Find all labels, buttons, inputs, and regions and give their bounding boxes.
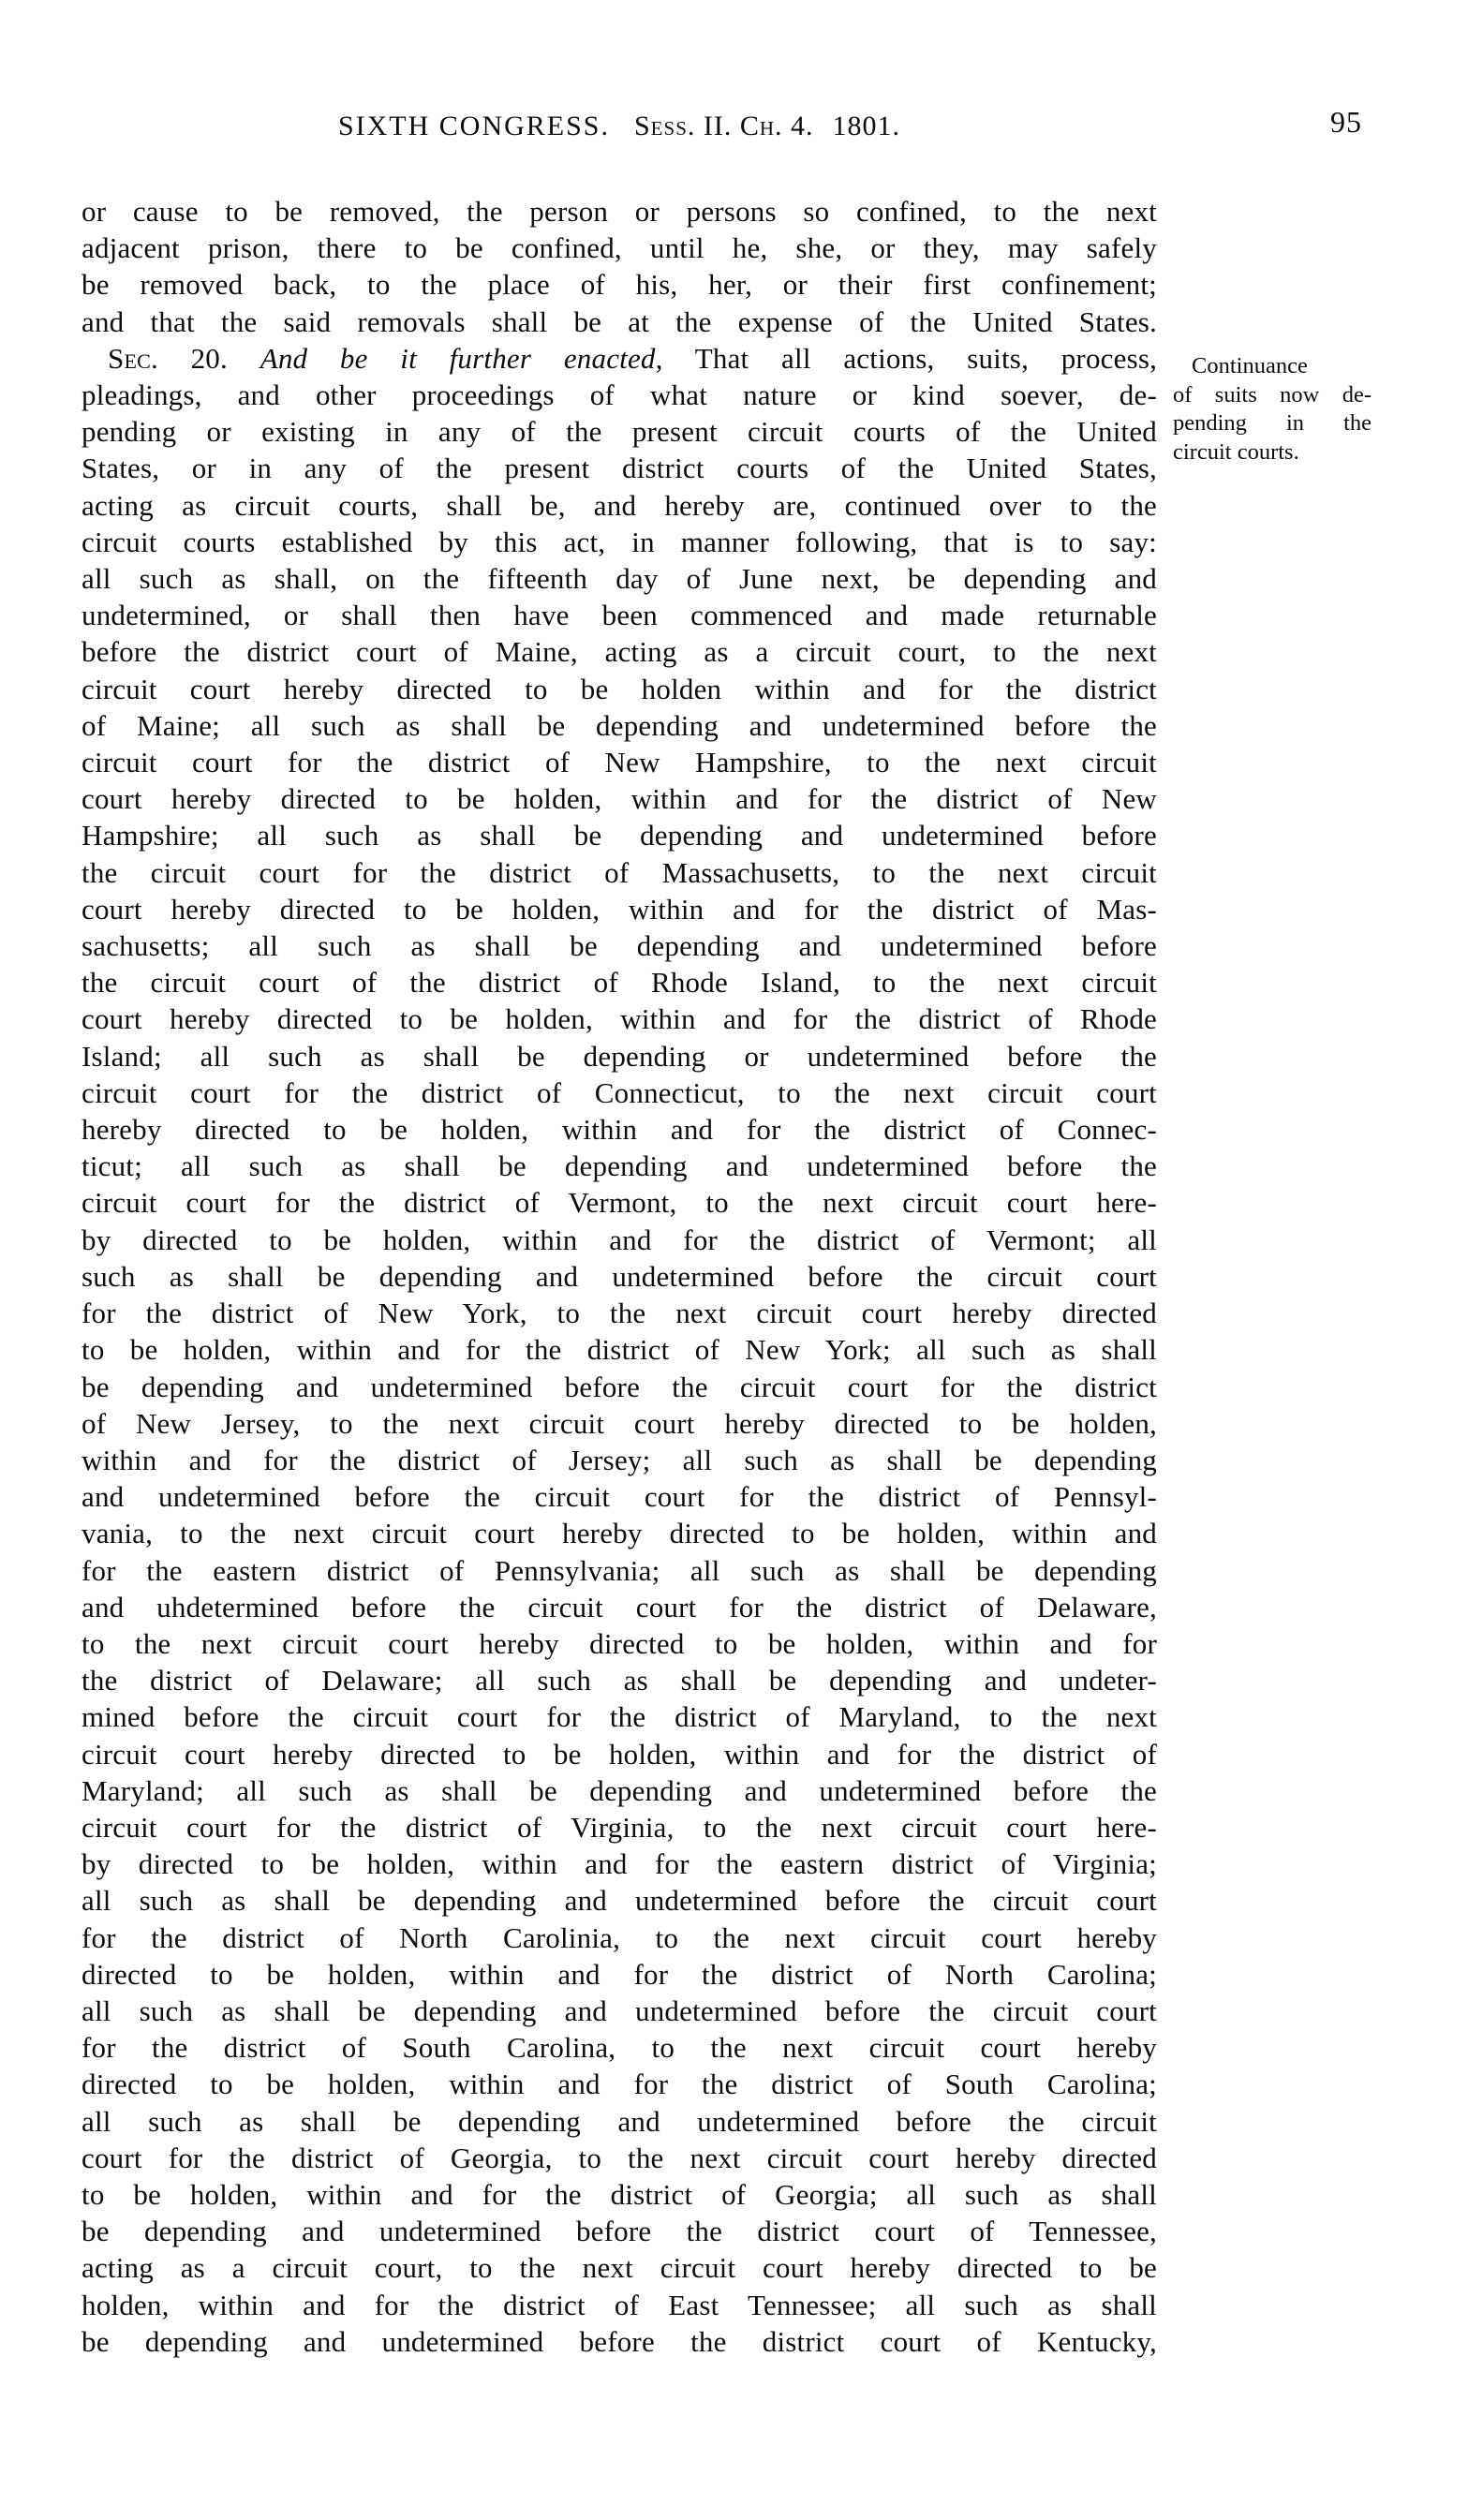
body-line: be depending and undetermined before the district court of Kentucky, [82, 2324, 1157, 2358]
margin-note-line: circuit courts. [1173, 438, 1299, 465]
body-line: pleadings, and other proceedings of what nature or kind soever, de- [82, 378, 1157, 412]
body-line: directed to be holden, within and for the district of South Carolina; [82, 2068, 1157, 2101]
body-line: court hereby directed to be holden, within and for the district of New [82, 782, 1157, 816]
body-line: court for the district of Georgia, to the next circuit court hereby directed [82, 2141, 1157, 2174]
body-line: within and for the district of Jersey; all such as shall be depending [82, 1443, 1157, 1476]
margin-note-line: of suits now de- [1173, 381, 1372, 408]
session-chapter-label: Sess. II. Ch. 4. [634, 111, 814, 141]
year-label: 1801. [832, 111, 901, 141]
body-line: of New Jersey, to the next circuit court hereby directed to be holden, [82, 1406, 1157, 1440]
congress-title: SIXTH CONGRESS. [337, 111, 610, 141]
body-line: circuit court for the district of New Hampshire, to the next circuit [82, 746, 1157, 779]
body-line: all such as shall be depending and undetermined before the circuit court [82, 1994, 1157, 2027]
body-line: all such as shall be depending and undetermined before the circuit [82, 2104, 1157, 2138]
body-line: for the district of North Carolinia, to the next circuit court hereby [82, 1920, 1157, 1954]
body-line: mined before the circuit court for the district of Maryland, to the next [82, 1700, 1157, 1734]
body-line: for the district of New York, to the next circuit court hereby directed [82, 1297, 1157, 1330]
body-line: be depending and undetermined before the district court of Tennessee, [82, 2215, 1157, 2248]
body-line: sachusetts; all such as shall be depending and undetermined before [82, 929, 1157, 963]
body-line: and undetermined before the circuit court for the district of Pennsyl- [82, 1480, 1157, 1514]
section-opening-rest: That all actions, suits, process, [694, 341, 1158, 375]
body-line: States, or in any of the present district courts of the United States, [82, 452, 1157, 485]
body-line: to the next circuit court hereby directed to be holden, within and for [82, 1626, 1157, 1660]
body-line: circuit courts established by this act, in manner following, that is to say: [82, 525, 1157, 558]
body-line: court hereby directed to be holden, within and for the district of Mas- [82, 892, 1157, 926]
body-line: circuit court for the district of Vermont, to the next circuit court here- [82, 1186, 1157, 1220]
section-opening-line [82, 340, 1157, 377]
body-line: hereby directed to be holden, within and for the district of Connec- [82, 1113, 1157, 1147]
body-line: of Maine; all such as shall be depending and undetermined before the [82, 708, 1157, 742]
body-line: pending or existing in any of the present circuit courts of the United [82, 415, 1157, 449]
body-line: circuit court hereby directed to be holden within and for the district [82, 672, 1157, 705]
body-line: the circuit court for the district of Massachusetts, to the next circuit [82, 855, 1157, 889]
body-line: Island; all such as shall be depending or undetermined before the [82, 1039, 1157, 1073]
body-line: circuit court for the district of Virginia, to the next circuit court here- [82, 1810, 1157, 1844]
body-line: ticut; all such as shall be depending and undetermined before the [82, 1149, 1157, 1183]
body-line: the district of Delaware; all such as shall be depending and undeter- [82, 1664, 1157, 1697]
body-line: or cause to be removed, the person or persons so confined, to the next [82, 195, 1157, 228]
body-line: Hampshire; all such as shall be depending and undetermined before [82, 819, 1157, 852]
body-line: such as shall be depending and undetermined before the circuit court [82, 1259, 1157, 1293]
page-number: 95 [1330, 105, 1362, 139]
body-line: to be holden, within and for the district of Georgia; all such as shall [82, 2177, 1157, 2211]
body-line: all such as shall be depending and undetermined before the circuit court [82, 1884, 1157, 1918]
body-line: holden, within and for the district of East Tennessee; all such as shall [82, 2288, 1157, 2321]
body-line: circuit court for the district of Connecticut, to the next circuit court [82, 1075, 1157, 1109]
margin-note-line: Continuance [1192, 353, 1308, 378]
body-line: be removed back, to the place of his, her, or their first confinement; [82, 268, 1157, 302]
body-line: to be holden, within and for the district of New York; all such as shall [82, 1333, 1157, 1367]
body-line: all such as shall, on the fifteenth day of June next, be depending and [82, 562, 1157, 596]
body-line: for the district of South Carolina, to the next circuit court hereby [82, 2031, 1157, 2065]
body-line: undetermined, or shall then have been commenced and made returnable [82, 599, 1157, 632]
section-lines [82, 377, 1157, 2360]
section-label: Sec. 20. [108, 341, 228, 375]
body-line: the circuit court of the district of Rhode Island, to the next circuit [82, 966, 1157, 1000]
body-line: and that the said removals shall be at the expense of the United States. [82, 304, 1157, 338]
body-line: be depending and undetermined before the circuit court for the district [82, 1370, 1157, 1403]
body-line: acting as a circuit court, to the next circuit court hereby directed to be [82, 2251, 1157, 2285]
body-line: court hereby directed to be holden, within and for the district of Rhode [82, 1002, 1157, 1036]
intro-paragraph [82, 193, 1157, 340]
body-line: by directed to be holden, within and for the eastern district of Virginia; [82, 1847, 1157, 1881]
margin-note [1173, 352, 1372, 467]
body-line: circuit court hereby directed to be holden, within and for the district of [82, 1737, 1157, 1771]
body-line: by directed to be holden, within and for the district of Vermont; all [82, 1223, 1157, 1256]
body-line: before the district court of Maine, acting as a circuit court, to the next [82, 635, 1157, 669]
body-line: directed to be holden, within and for the district of North Carolina; [82, 1957, 1157, 1991]
body-line: and uhdetermined before the circuit court for the district of Delaware, [82, 1590, 1157, 1623]
margin-note-line: pending in the [1173, 410, 1372, 436]
body-line: for the eastern district of Pennsylvania; all such as shall be depending [82, 1553, 1157, 1587]
body-line: Maryland; all such as shall be depending and undetermined before the [82, 1773, 1157, 1807]
enacting-phrase: And be it further enacted, [259, 341, 663, 375]
body-line: acting as circuit courts, shall be, and hereby are, continued over to the [82, 488, 1157, 522]
section-20-paragraph [82, 340, 1157, 2360]
body-line: adjacent prison, there to be confined, until he, she, or they, may safely [82, 231, 1157, 265]
statute-body [82, 193, 1157, 2360]
running-head [82, 111, 1157, 142]
body-line: vania, to the next circuit court hereby directed to be holden, within and [82, 1517, 1157, 1550]
